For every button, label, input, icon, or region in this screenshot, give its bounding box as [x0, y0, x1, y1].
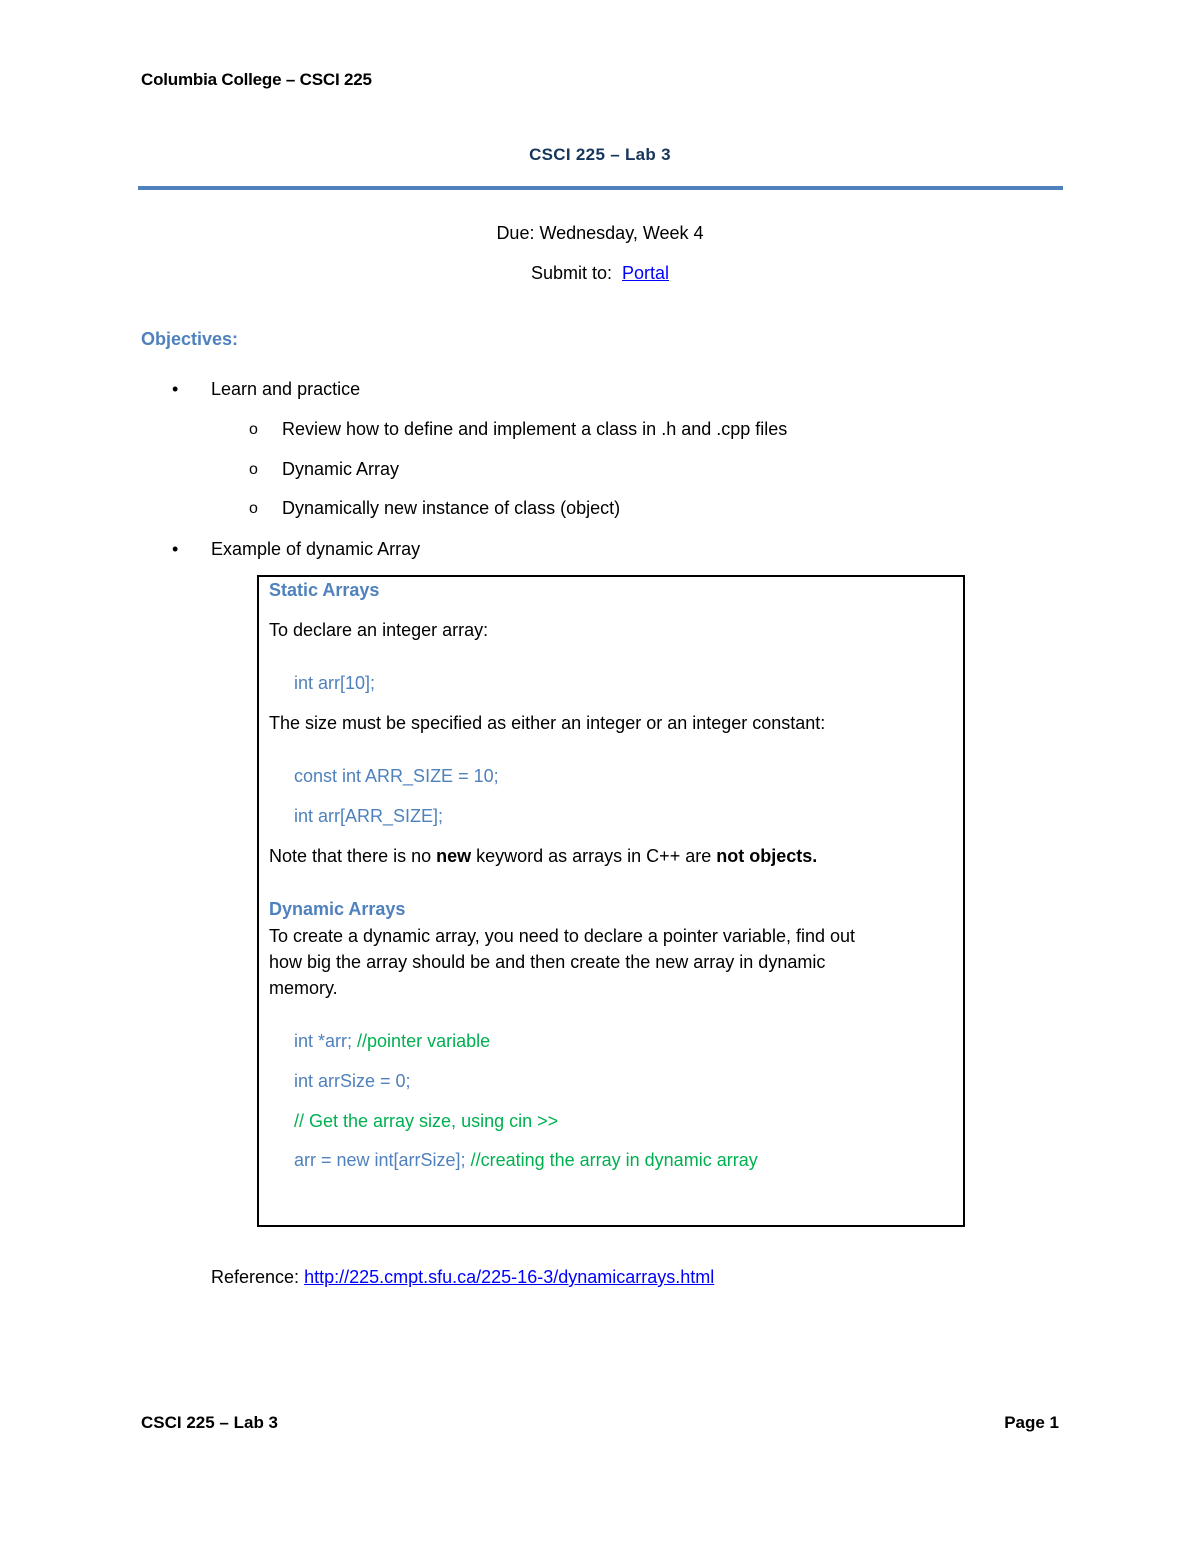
objective-subitem: Dynamically new instance of class (object)	[282, 498, 621, 518]
dynamic-text-line: To create a dynamic array, you need to declare a pointer variable, find out	[269, 926, 856, 946]
code-statement: int *arr;	[294, 1031, 358, 1051]
bullet-icon: •	[172, 379, 179, 399]
page-header: Columbia College – CSCI 225	[141, 70, 372, 89]
reference-line	[211, 1267, 714, 1288]
submit-line	[0, 263, 1200, 284]
reference-link[interactable]: http://225.cmpt.sfu.ca/225-16-3/dynamicarrays.html	[304, 1267, 715, 1287]
document-title: CSCI 225 – Lab 3	[529, 145, 671, 164]
code-comment: //pointer variable	[357, 1031, 491, 1051]
static-arrays-heading: Static Arrays	[269, 580, 380, 600]
sub-bullet-icon: o	[249, 461, 258, 478]
note-part: objects.	[744, 846, 818, 866]
code-arr-size: int arr[ARR_SIZE];	[294, 806, 444, 826]
objectives-heading: Objectives:	[141, 329, 239, 349]
reference-label: Reference:	[211, 1267, 305, 1287]
code-pointer	[294, 1031, 490, 1052]
note-part: Note that there is no	[269, 846, 437, 866]
objective-subitem: Dynamic Array	[282, 459, 400, 479]
note-part: keyword as arrays in C++ are	[471, 846, 717, 866]
objective-item: Learn and practice	[211, 379, 361, 399]
page-number: Page 1	[1004, 1413, 1059, 1432]
sub-bullet-icon: o	[249, 421, 258, 438]
submit-label: Submit to:	[530, 263, 612, 283]
size-text: The size must be specified as either an integer or an integer constant:	[269, 713, 826, 733]
bullet-icon: •	[172, 539, 179, 559]
note-keyword: not	[716, 846, 745, 866]
code-static-array: int arr[10];	[294, 673, 376, 693]
title-divider	[138, 186, 1063, 190]
code-comment: //creating the array in dynamic array	[470, 1150, 758, 1170]
dynamic-arrays-heading: Dynamic Arrays	[269, 899, 406, 919]
due-date: Due: Wednesday, Week 4	[496, 223, 704, 243]
objective-subitem: Review how to define and implement a class in .h and .cpp files	[282, 419, 788, 439]
declare-text: To declare an integer array:	[269, 620, 489, 640]
note-text	[269, 846, 817, 867]
code-comment-line: // Get the array size, using cin >>	[294, 1111, 559, 1131]
portal-link[interactable]: Portal	[622, 263, 670, 283]
note-keyword: new	[436, 846, 472, 866]
objective-item: Example of dynamic Array	[211, 539, 421, 559]
dynamic-text-line: how big the array should be and then create the new array in dynamic	[269, 952, 826, 972]
code-statement: arr = new int[arrSize];	[294, 1150, 471, 1170]
dynamic-text-line: memory.	[269, 978, 338, 998]
code-const-size: const int ARR_SIZE = 10;	[294, 766, 499, 786]
code-new-array	[294, 1150, 758, 1171]
sub-bullet-icon: o	[249, 500, 258, 517]
example-box	[257, 575, 965, 1227]
code-arr-size-var: int arrSize = 0;	[294, 1071, 411, 1091]
footer-title: CSCI 225 – Lab 3	[141, 1413, 279, 1432]
